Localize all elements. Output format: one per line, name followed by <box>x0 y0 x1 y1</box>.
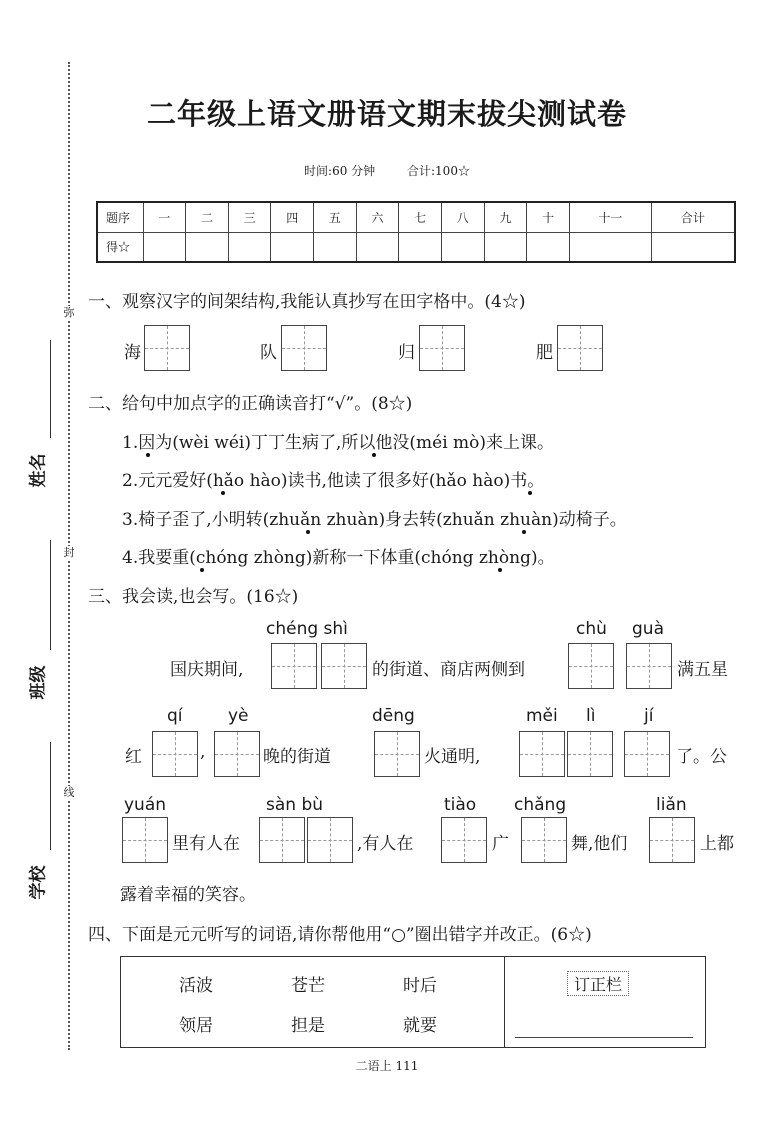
score-cell[interactable] <box>271 232 314 262</box>
tianzige-box[interactable] <box>259 817 305 863</box>
q3-text: 红 <box>125 747 142 767</box>
pinyin: yè <box>228 706 249 726</box>
correction-answer-line[interactable] <box>515 1037 693 1038</box>
pinyin: qí <box>167 706 183 726</box>
score-cell[interactable] <box>314 232 357 262</box>
pinyin: chǎng <box>514 795 567 815</box>
header-cell: 五 <box>314 202 357 232</box>
tianzige-box[interactable] <box>557 325 603 371</box>
tianzige-box[interactable] <box>441 817 487 863</box>
dictation-word[interactable]: 领居 <box>179 1016 213 1036</box>
pinyin: měi <box>526 706 558 726</box>
tianzige-box[interactable] <box>521 817 567 863</box>
score-cell[interactable] <box>651 232 735 262</box>
tianzige-box[interactable] <box>214 731 260 777</box>
dictation-word[interactable]: 活波 <box>179 976 213 996</box>
q3-text: 上都 <box>700 834 734 854</box>
pinyin: chéng shì <box>266 619 348 639</box>
q3-text: 了。公 <box>676 747 727 767</box>
header-cell: 四 <box>271 202 314 232</box>
tianzige-box[interactable] <box>321 643 367 689</box>
score-table-header-row <box>97 202 735 232</box>
emphasis-dot <box>221 491 225 495</box>
q3-text: 晚的街道 <box>263 747 331 767</box>
header-cell: 二 <box>186 202 229 232</box>
school-label: 学校 <box>28 865 49 900</box>
q3-text: 里有人在 <box>172 834 240 854</box>
header-cell: 三 <box>228 202 271 232</box>
tianzige-box[interactable] <box>374 731 420 777</box>
emphasis-dot <box>306 530 310 534</box>
tianzige-box[interactable] <box>519 731 565 777</box>
q3-text: 舞,他们 <box>571 834 628 854</box>
q1-char: 队 <box>260 343 277 363</box>
q3-text: 的街道、商店两侧到 <box>372 660 525 680</box>
header-cell: 六 <box>356 202 399 232</box>
score-table-score-row <box>97 232 735 262</box>
pinyin: jí <box>644 706 654 726</box>
score-table <box>96 201 736 263</box>
q3-text: 满五星 <box>677 660 728 680</box>
header-cell: 八 <box>441 202 484 232</box>
header-cell: 九 <box>484 202 527 232</box>
dictation-word[interactable]: 时后 <box>403 976 437 996</box>
dictation-word[interactable]: 就要 <box>403 1016 437 1036</box>
q3-text: 国庆期间, <box>170 660 244 680</box>
tianzige-box[interactable] <box>144 325 190 371</box>
pinyin: sàn bù <box>266 795 324 815</box>
tianzige-box[interactable] <box>419 325 465 371</box>
q2-title: 二、给句中加点字的正确读音打“√”。(8☆) <box>88 394 413 414</box>
q1-char: 归 <box>398 343 415 363</box>
q2-line-2: 2.元元爱好(hǎo hào)读书,他读了很多好(hǎo hào)书。 <box>122 471 545 491</box>
pinyin: tiào <box>444 795 477 815</box>
header-cell: 七 <box>399 202 442 232</box>
score-cell[interactable] <box>441 232 484 262</box>
emphasis-dot <box>528 491 532 495</box>
table-divider <box>504 957 505 1047</box>
score-cell[interactable] <box>527 232 570 262</box>
cut-word-mi: 弥 <box>63 306 75 319</box>
emphasis-dot <box>498 568 502 572</box>
pinyin: guà <box>632 619 664 639</box>
name-label: 姓名 <box>28 453 49 488</box>
page-title: 二年级上语文册语文期末拔尖测试卷 <box>146 97 627 131</box>
score-cell[interactable] <box>356 232 399 262</box>
q2-line-4: 4.我要重(chóng zhòng)新称一下体重(chóng zhòng)。 <box>122 548 555 568</box>
q3-text: 火通明, <box>424 747 481 767</box>
emphasis-dot <box>372 453 376 457</box>
tianzige-box[interactable] <box>271 643 317 689</box>
tianzige-box[interactable] <box>152 731 198 777</box>
correction-label: 订正栏 <box>567 971 629 996</box>
score-cell[interactable] <box>186 232 229 262</box>
score-cell[interactable] <box>143 232 186 262</box>
header-cell: 十 <box>527 202 570 232</box>
q3-text: , <box>200 742 206 762</box>
q3-text: 露着幸福的笑容。 <box>120 885 256 905</box>
q4-title: 四、下面是元元听写的词语,请你帮他用“○”圈出错字并改正。(6☆) <box>88 925 592 945</box>
score-cell[interactable] <box>399 232 442 262</box>
emphasis-dot <box>200 568 204 572</box>
dictation-word[interactable]: 担是 <box>291 1016 325 1036</box>
exam-meta <box>0 162 774 179</box>
class-label: 班级 <box>28 665 49 700</box>
q3-text: 广 <box>492 834 509 854</box>
tianzige-box[interactable] <box>649 817 695 863</box>
cut-word-feng: 封 <box>63 546 75 559</box>
tianzige-box[interactable] <box>122 817 168 863</box>
time-limit: 时间:60 分钟 <box>304 164 376 178</box>
q1-title: 一、观察汉字的间架结构,我能认真抄写在田字格中。(4☆) <box>88 292 526 312</box>
score-cell[interactable] <box>484 232 527 262</box>
q2-line-3: 3.椅子歪了,小明转(zhuǎn zhuàn)身去转(zhuǎn zhuàn)动椅子。 <box>122 510 627 530</box>
header-cell: 十一 <box>569 202 651 232</box>
tianzige-box[interactable] <box>281 325 327 371</box>
header-cell: 一 <box>143 202 186 232</box>
pinyin: lì <box>586 706 596 726</box>
tianzige-box[interactable] <box>624 731 670 777</box>
dictation-word[interactable]: 苍芒 <box>291 976 325 996</box>
emphasis-dot <box>146 453 150 457</box>
tianzige-box[interactable] <box>567 731 613 777</box>
q3-title: 三、我会读,也会写。(16☆) <box>88 587 299 607</box>
pinyin: chù <box>576 619 607 639</box>
score-cell[interactable] <box>228 232 271 262</box>
header-cell: 题序 <box>97 202 143 232</box>
header-cell: 合计 <box>651 202 735 232</box>
total-score: 合计:100☆ <box>407 164 470 178</box>
emphasis-dot <box>522 530 526 534</box>
q4-word-table <box>120 956 706 1048</box>
score-label: 得☆ <box>97 232 143 262</box>
pinyin: yuán <box>124 795 167 815</box>
tianzige-box[interactable] <box>626 643 672 689</box>
q1-char: 肥 <box>536 343 553 363</box>
pinyin: dēng <box>372 706 415 726</box>
page-footer: 二语上 111 <box>355 1059 419 1073</box>
q1-char: 海 <box>124 343 141 363</box>
cut-word-xian: 线 <box>63 786 75 799</box>
q2-line-1: 1.因为(wèi wéi)丁丁生病了,所以他没(méi mò)来上课。 <box>122 433 555 453</box>
score-cell[interactable] <box>569 232 651 262</box>
q3-text: ,有人在 <box>357 834 414 854</box>
tianzige-box[interactable] <box>568 643 614 689</box>
pinyin: liǎn <box>656 795 687 815</box>
tianzige-box[interactable] <box>307 817 353 863</box>
